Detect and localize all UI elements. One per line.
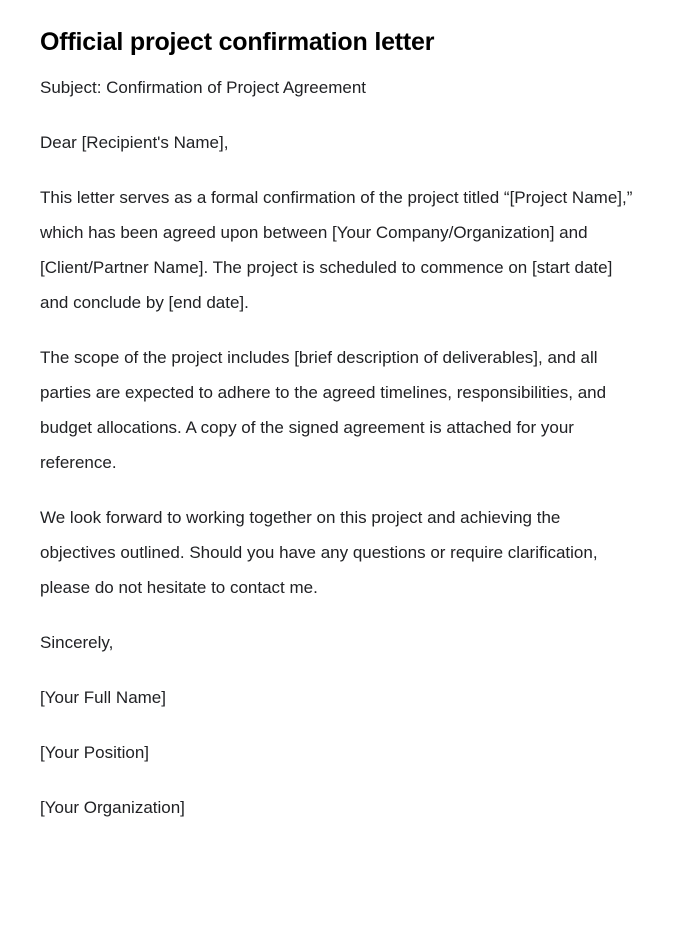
paragraph-closing-remarks: We look forward to working together on this project and achieving the objectives outlined. Should you have any questions or require clarification, please do not hesitate to contact me. xyxy=(40,508,598,597)
subject-line: Subject: Confirmation of Project Agreement xyxy=(40,78,366,97)
signature-position: [Your Position] xyxy=(40,743,149,762)
signature-full-name: [Your Full Name] xyxy=(40,688,166,707)
paragraph-project-scope: The scope of the project includes [brief description of deliverables], and all parties are expected to adhere to the agreed timelines, responsibilities, and budget allocations. A copy of the signed agreement is attached for your reference. xyxy=(40,348,607,472)
signature-organization: [Your Organization] xyxy=(40,798,185,817)
salutation: Dear [Recipient's Name], xyxy=(40,133,229,152)
closing-salutation: Sincerely, xyxy=(40,633,114,652)
page-title: Official project confirmation letter xyxy=(40,28,435,56)
paragraph-project-confirmation: This letter serves as a formal confirmation of the project titled “[Project Name],” which has been agreed upon between [Your Company/Organization] and [Client/Partner Name]. The project is scheduled to commence on [start date] and conclude by [end date]. xyxy=(40,188,633,312)
